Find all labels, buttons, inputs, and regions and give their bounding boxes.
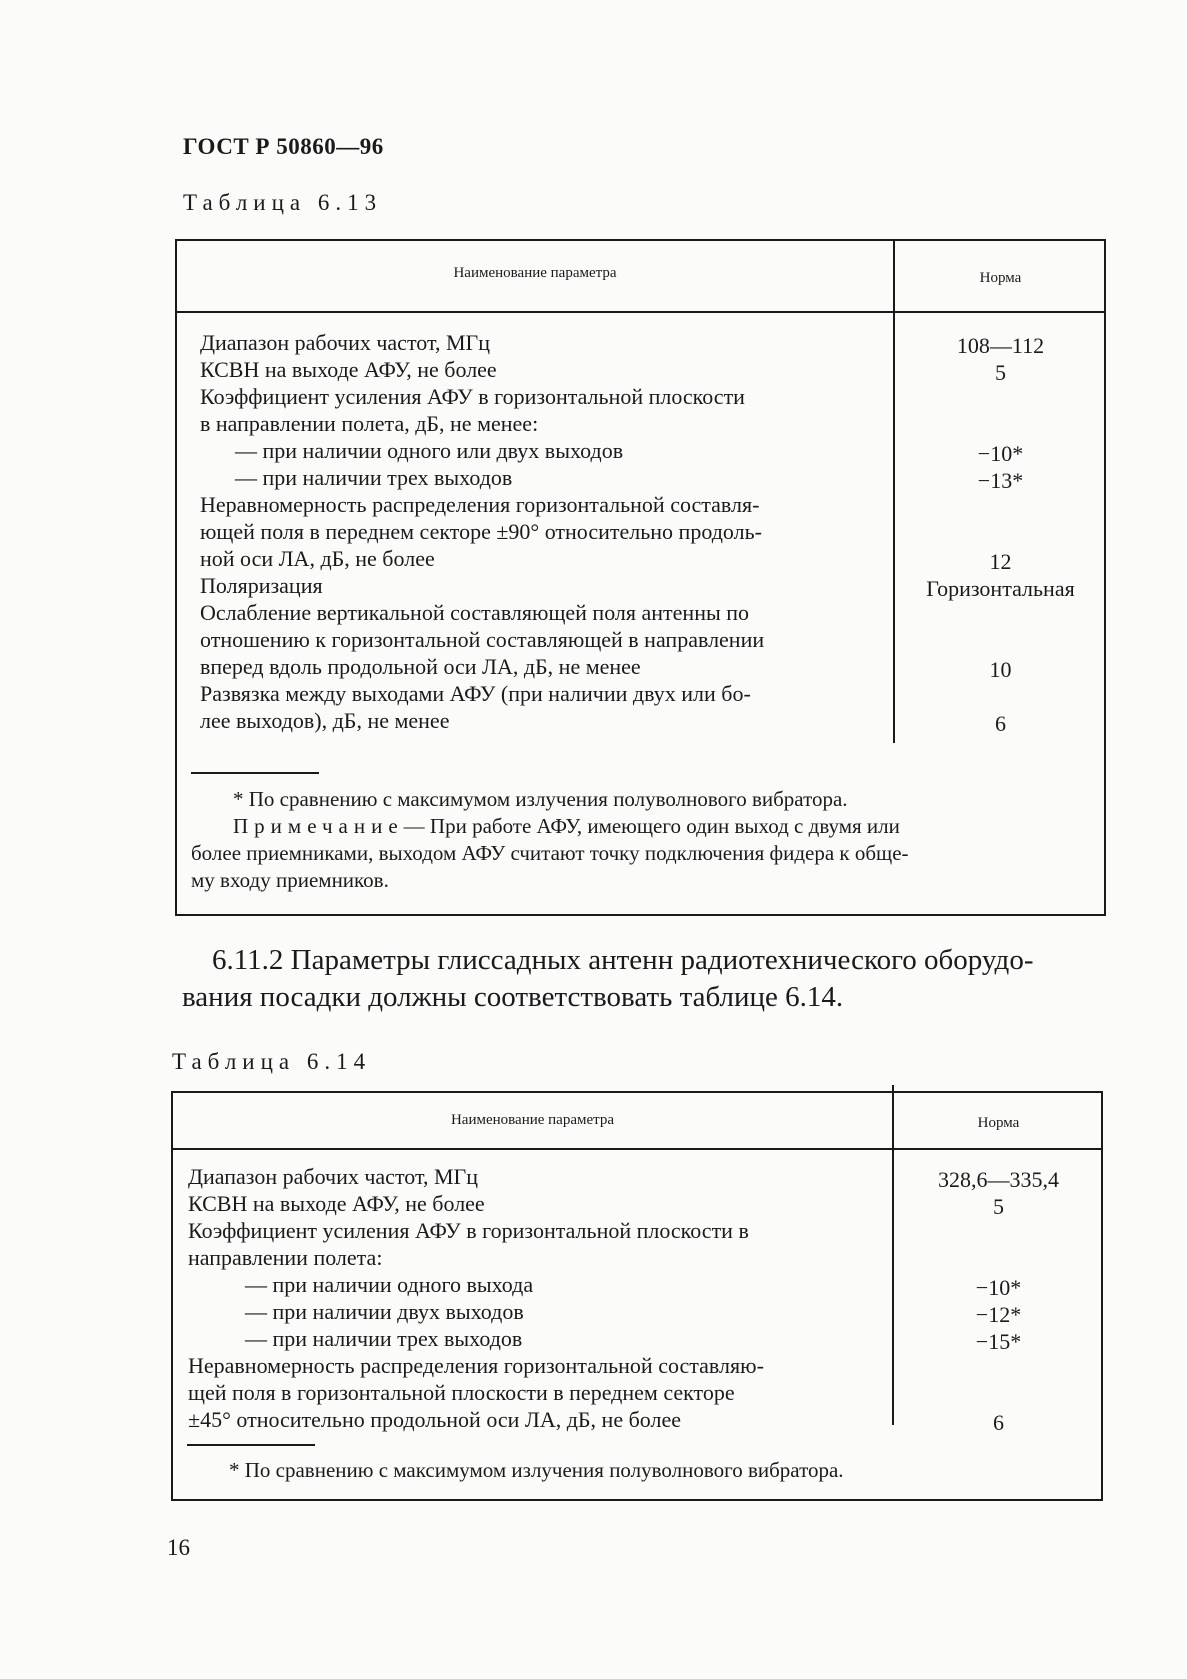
table-column-divider xyxy=(892,1085,894,1425)
table-6-14 xyxy=(171,1091,1103,1501)
table-row: Неравномерность распределения горизонтальной составляю- xyxy=(188,1353,764,1378)
table-row: — при наличии одного выхода xyxy=(245,1272,534,1297)
table-cell-norm: 5 xyxy=(993,1194,1004,1219)
table-header-divider xyxy=(173,1148,1101,1150)
table-6-13 xyxy=(175,239,1106,916)
table-row: Коэффициент усиления АФУ в горизонтальной плоскости в xyxy=(188,1218,749,1243)
table-cell-norm: −10* xyxy=(975,1275,1022,1300)
footnote-rule xyxy=(187,1444,315,1446)
table-row: Диапазон рабочих частот, МГц xyxy=(200,330,490,355)
table-caption-6-14: Таблица 6.14 xyxy=(172,1049,372,1074)
table-row: ной оси ЛА, дБ, не более xyxy=(200,546,435,571)
table-cell-norm: 108—112 xyxy=(956,333,1045,358)
table-row: — при наличии двух выходов xyxy=(245,1299,524,1324)
table-row: отношению к горизонтальной составляющей в направлении xyxy=(200,627,765,652)
table-header-divider xyxy=(177,311,1104,313)
table-cell-norm: −12* xyxy=(975,1302,1022,1327)
table-cell-norm: 6 xyxy=(993,1410,1004,1435)
page-number: 16 xyxy=(167,1535,190,1560)
column-header-parameter: Наименование параметра xyxy=(453,265,617,281)
table-row: лее выходов), дБ, не менее xyxy=(200,708,450,733)
table-cell-norm: 6 xyxy=(995,711,1006,736)
table-cell-norm: −13* xyxy=(977,468,1024,493)
table-row: — при наличии одного или двух выходов xyxy=(235,438,624,463)
column-header-parameter: Наименование параметра xyxy=(450,1112,615,1128)
column-header-norm: Норма xyxy=(979,270,1022,286)
table-row: ющей поля в переднем секторе ±90° относительно продоль- xyxy=(200,519,762,544)
table-row: Развязка между выходами АФУ (при наличии двух или бо- xyxy=(200,681,751,706)
table-row: щей поля в горизонтальной плоскости в переднем секторе xyxy=(188,1380,735,1405)
table-note xyxy=(233,813,900,840)
table-row: КСВН на выходе АФУ, не более xyxy=(200,357,497,382)
table-cell-norm: 10 xyxy=(989,657,1012,682)
column-header-norm: Норма xyxy=(977,1115,1020,1131)
table-row: Поляризация xyxy=(200,573,323,598)
table-footnote: * По сравнению с максимумом излучения полуволнового вибратора. xyxy=(233,787,848,811)
table-cell-norm: Горизонтальная xyxy=(926,576,1075,601)
table-row: Диапазон рабочих частот, МГц xyxy=(188,1164,478,1189)
table-row: Коэффициент усиления АФУ в горизонтальной плоскости xyxy=(200,384,745,409)
note-text-line1: — При работе АФУ, имеющего один выход с двумя или xyxy=(403,814,900,838)
paragraph-line-1: 6.11.2 Параметры глиссадных антенн радиотехнического оборудо- xyxy=(212,944,1034,976)
table-row: — при наличии трех выходов xyxy=(245,1326,523,1351)
table-cell-norm: 5 xyxy=(995,360,1006,385)
table-caption-6-13: Таблица 6.13 xyxy=(183,190,383,215)
table-cell-norm: 328,6—335,4 xyxy=(938,1167,1059,1192)
table-row: направлении полета: xyxy=(188,1245,383,1270)
table-row: вперед вдоль продольной оси ЛА, дБ, не менее xyxy=(200,654,641,679)
table-row: ±45° относительно продольной оси ЛА, дБ, не более xyxy=(188,1407,681,1432)
note-label: Примечание xyxy=(233,814,404,838)
table-row: Неравномерность распределения горизонтальной составля- xyxy=(200,492,760,517)
note-text-line3: му входу приемников. xyxy=(191,868,389,892)
document-header: ГОСТ Р 50860—96 xyxy=(183,134,384,159)
footnote-rule xyxy=(191,772,319,774)
table-cell-norm: 12 xyxy=(989,549,1012,574)
table-row: — при наличии трех выходов xyxy=(235,465,513,490)
table-row: в направлении полета, дБ, не менее: xyxy=(200,411,539,436)
table-cell-norm: −15* xyxy=(975,1329,1022,1354)
table-row: Ослабление вертикальной составляющей поля антенны по xyxy=(200,600,750,625)
table-row: КСВН на выходе АФУ, не более xyxy=(188,1191,485,1216)
note-text-line2: более приемниками, выходом АФУ считают точку подключения фидера к обще- xyxy=(191,841,909,865)
paragraph-line-2: вания посадки должны соответствовать таблице 6.14. xyxy=(182,981,844,1013)
table-footnote: * По сравнению с максимумом излучения полуволнового вибратора. xyxy=(229,1458,844,1482)
table-cell-norm: −10* xyxy=(977,441,1024,466)
